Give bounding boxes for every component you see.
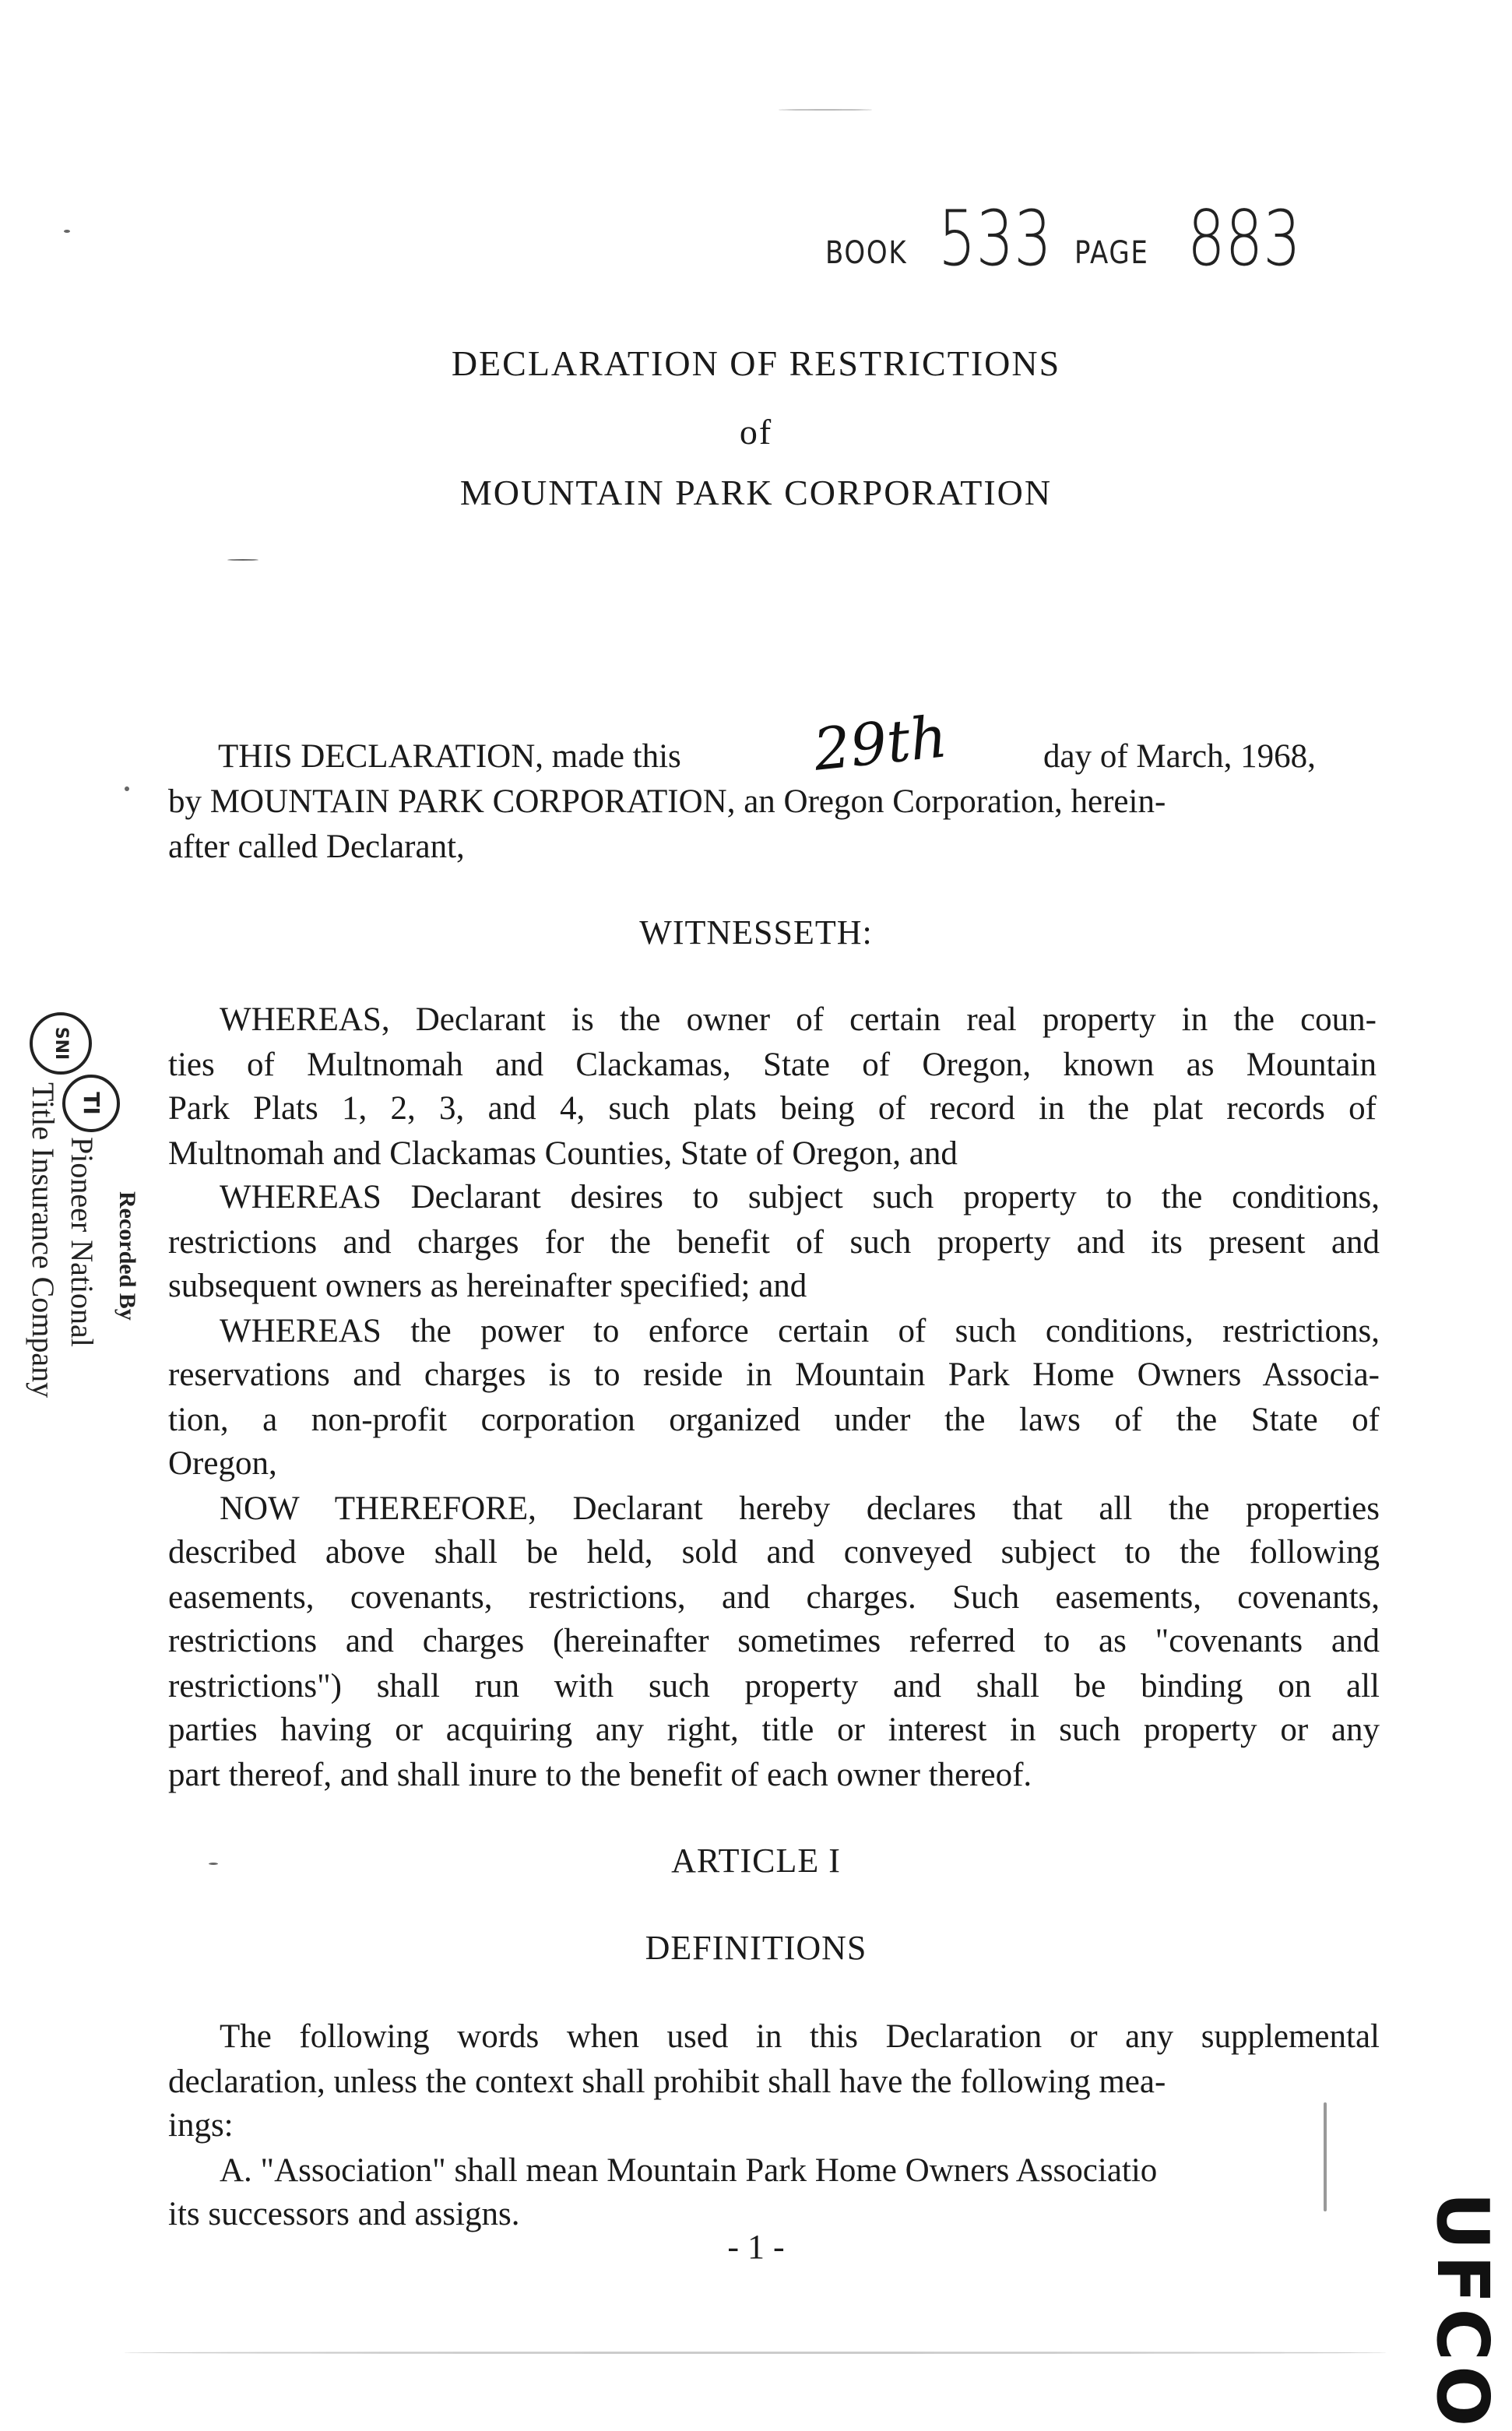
witnesseth-heading: WITNESSETH: — [639, 913, 873, 952]
book-page-stamp — [825, 195, 1324, 288]
body-line: NOW THEREFORE, Declarant hereby declares that all the properties — [220, 1490, 1380, 1527]
scan-speck — [125, 786, 129, 791]
recorder-block — [26, 1012, 146, 1557]
book-label: BOOK — [825, 235, 908, 271]
recorder-company-line1: Pioneer National — [65, 1137, 100, 1347]
body-line: WHEREAS, Declarant is the owner of certain real property in the coun- — [220, 1001, 1377, 1038]
recorded-by-text: Recorded By — [114, 1191, 140, 1321]
definitions-line: The following words when used in this Declaration or any supplemental — [220, 2018, 1380, 2055]
scan-speck — [125, 2352, 1386, 2354]
pioneer-seal-logo: SNI — [30, 1012, 92, 1075]
ti-seal-logo: TI — [62, 1075, 120, 1132]
body-line: WHEREAS Declarant desires to subject such property to the conditions, — [220, 1179, 1380, 1216]
scan-speck — [1324, 2102, 1327, 2211]
body-line: restrictions and charges for the benefit of such property and its present and — [168, 1224, 1380, 1261]
body-line: reservations and charges is to reside in Mountain Park Home Owners Associa- — [168, 1356, 1380, 1393]
body-line: Multnomah and Clackamas Counties, State of Oregon, and — [168, 1135, 958, 1172]
definitions-line: declaration, unless the context shall prohibit shall have the following mea- — [168, 2063, 1166, 2100]
definitions-line: its successors and assigns. — [168, 2196, 520, 2232]
body-line: subsequent owners as hereinafter specified; and — [168, 1268, 807, 1304]
preamble-line1-end: day of March, 1968, — [1043, 738, 1316, 775]
definitions-line: ings: — [168, 2107, 234, 2144]
body-line: part thereof, and shall inure to the benefit of each owner thereof. — [168, 1757, 1032, 1793]
body-line: parties having or acquiring any right, title or interest in such property or any — [168, 1712, 1380, 1748]
definitions-line: A. "Association" shall mean Mountain Park Home Owners Associatio — [220, 2152, 1158, 2189]
title-corporation: MOUNTAIN PARK CORPORATION — [459, 473, 1053, 512]
body-line: Oregon, — [168, 1445, 277, 1482]
preamble-line3: after called Declarant, — [168, 829, 465, 865]
preamble-line2: by MOUNTAIN PARK CORPORATION, an Oregon Corporation, herein- — [168, 783, 1166, 820]
definitions-heading: DEFINITIONS — [645, 1929, 867, 1967]
scan-speck — [209, 1863, 218, 1865]
page-number-stamp: 883 — [1187, 195, 1301, 283]
scan-speck — [227, 559, 258, 561]
page-number: - 1 - — [727, 2228, 785, 2266]
title-of: of — [739, 412, 773, 452]
body-line: Park Plats 1, 2, 3, and 4, such plats being of record in the plat records of — [168, 1090, 1377, 1127]
scan-speck — [779, 109, 872, 111]
book-number: 533 — [938, 195, 1052, 283]
body-line: described above shall be held, sold and conveyed subject to the following — [168, 1534, 1380, 1571]
body-line: ties of Multnomah and Clackamas, State of Oregon, known as Mountain — [168, 1047, 1377, 1083]
body-line: restrictions") shall run with such property and shall be binding on all — [168, 1668, 1380, 1705]
body-line: WHEREAS the power to enforce certain of such conditions, restrictions, — [220, 1313, 1380, 1349]
page-label: PAGE — [1074, 235, 1149, 271]
margin-fragment: UFCO — [1421, 2192, 1504, 2431]
scan-speck — [64, 230, 70, 233]
body-line: restrictions and charges (hereinafter sometimes referred to as "covenants and — [168, 1623, 1380, 1659]
body-line: tion, a non-profit corporation organized under the laws of the State of — [168, 1402, 1380, 1438]
handwritten-day: 29th — [810, 703, 951, 784]
article-heading: ARTICLE I — [671, 1842, 841, 1880]
body-line: easements, covenants, restrictions, and charges. Such easements, covenants, — [168, 1579, 1380, 1616]
document-title: DECLARATION OF RESTRICTIONS — [451, 343, 1061, 383]
recorder-company-line2: Title Insurance Company — [26, 1082, 61, 1398]
preamble-line1-start: THIS DECLARATION, made this — [218, 738, 681, 775]
